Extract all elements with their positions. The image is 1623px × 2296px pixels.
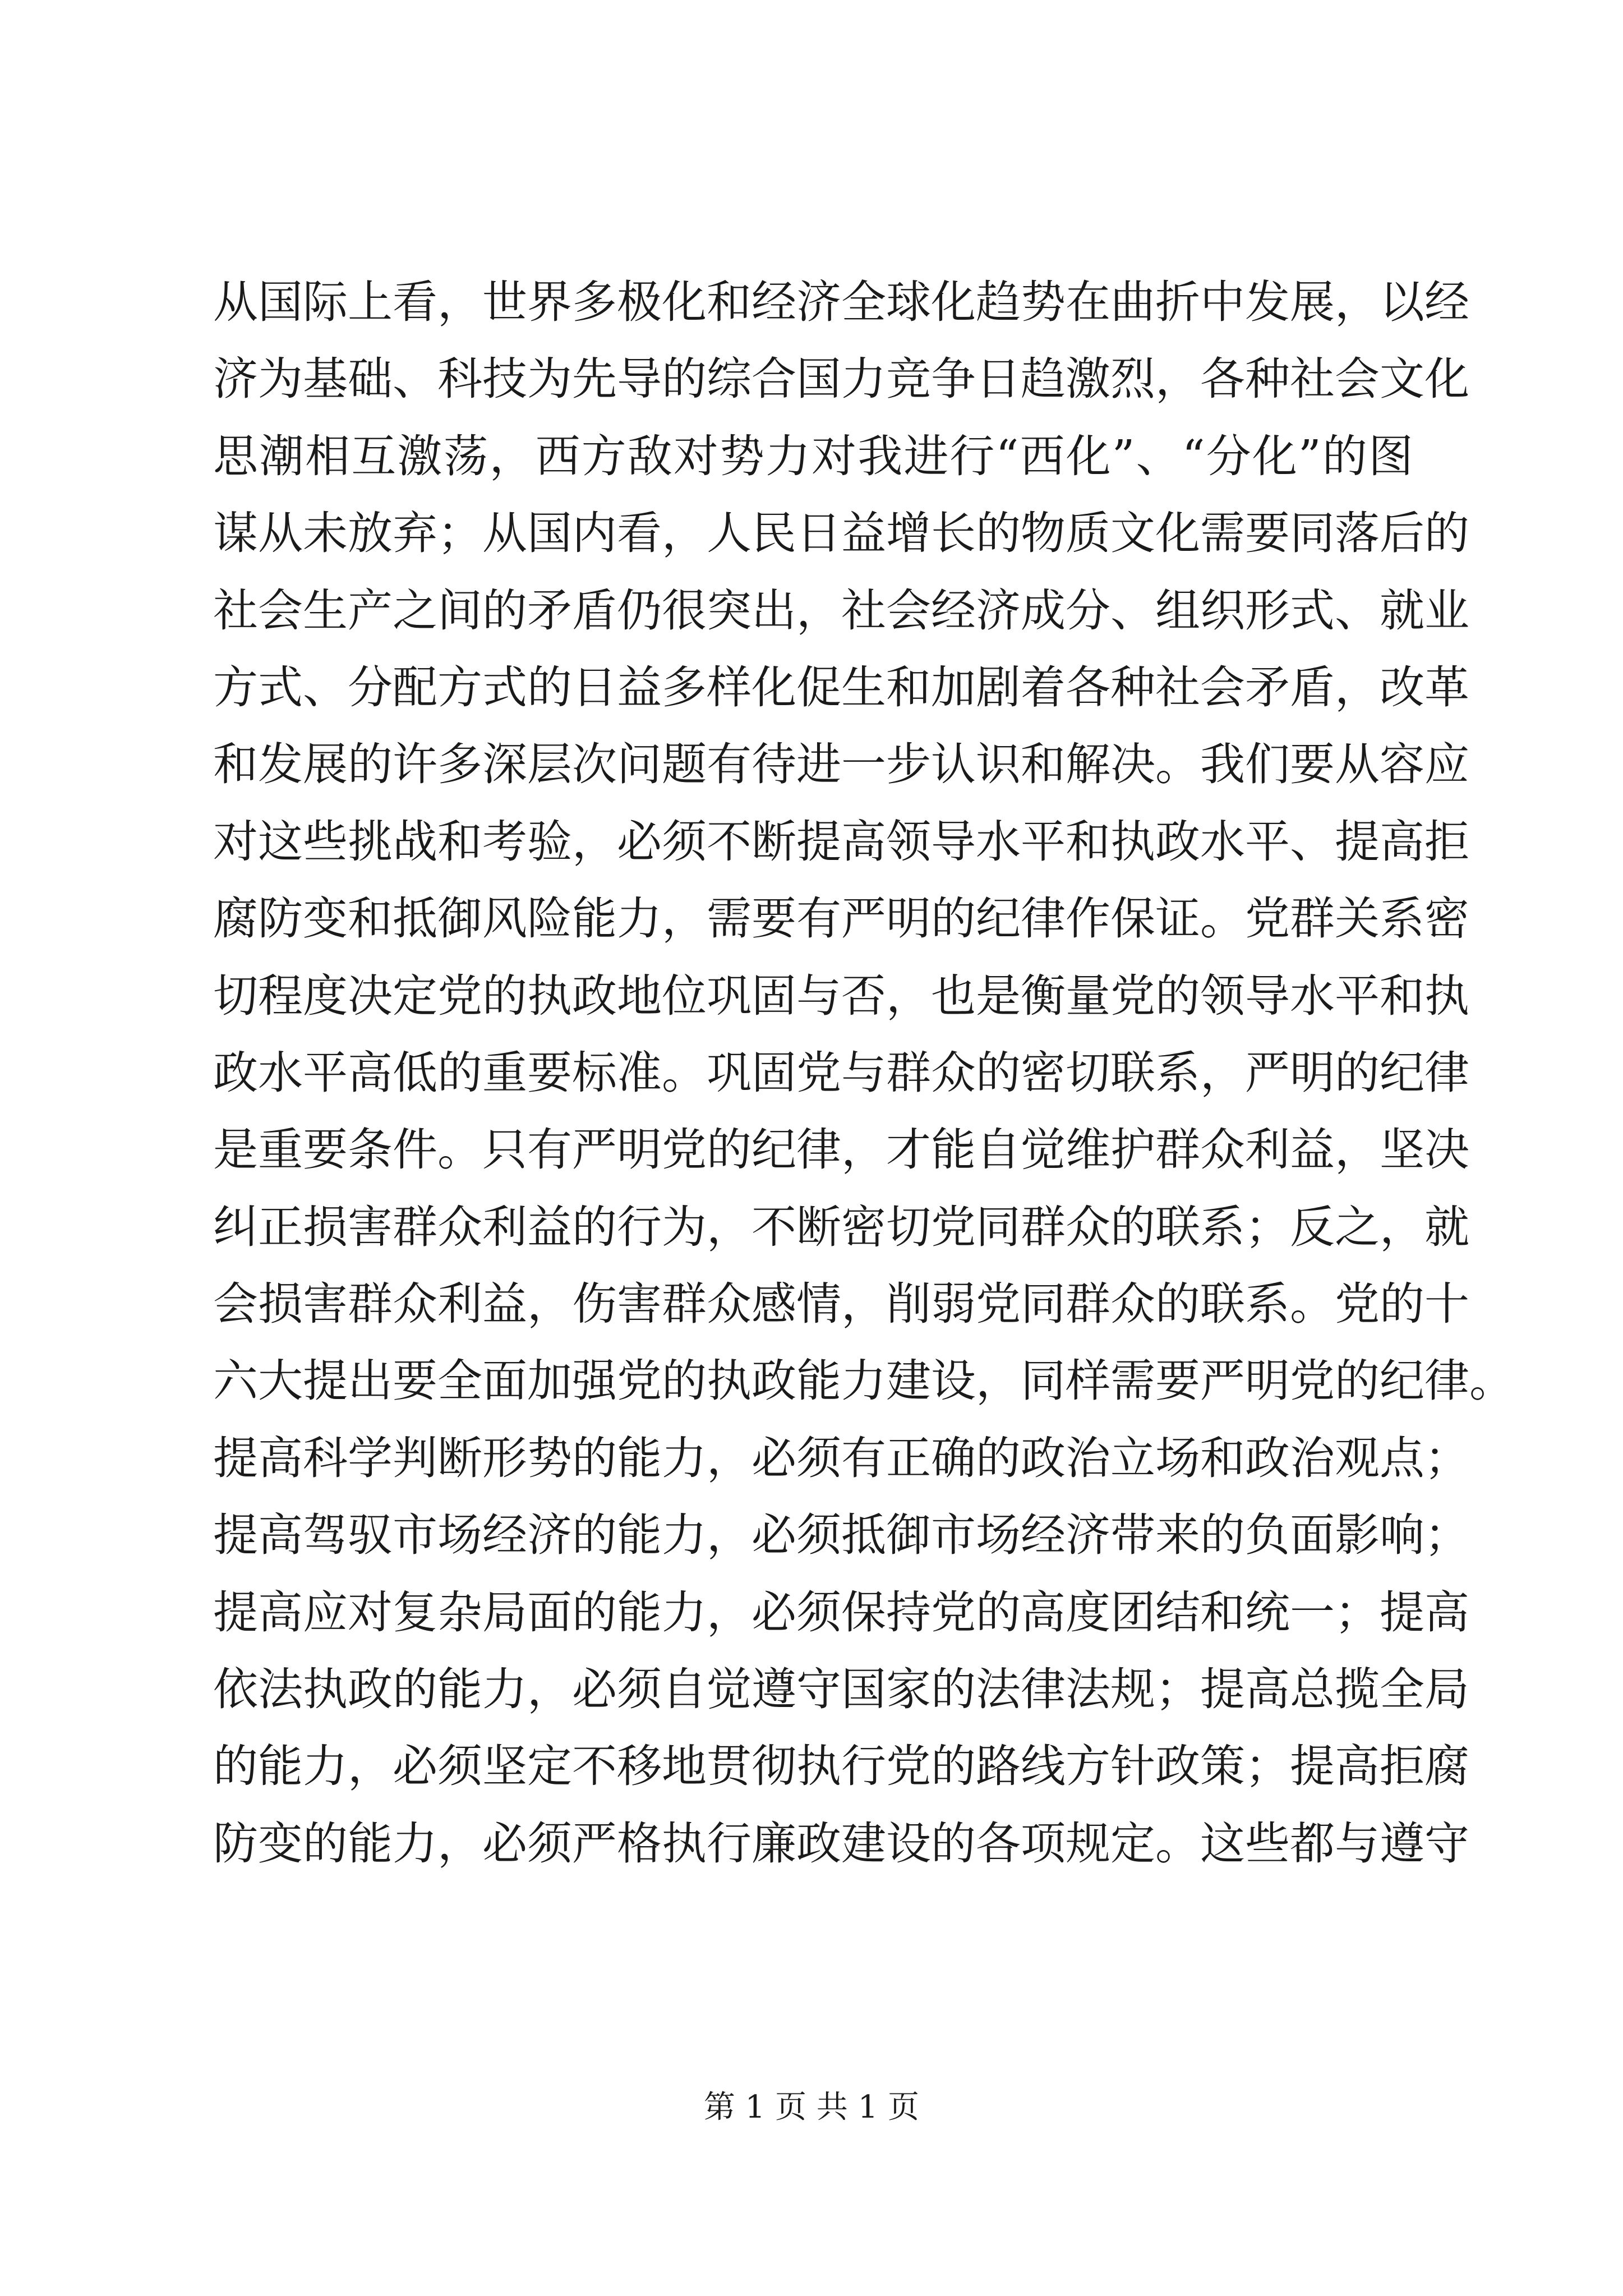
text-line: 思潮相互激荡，西方敌对势力对我进行“西化”、“分化”的图 — [213, 430, 1413, 482]
text-line: 谋从未放弃；从国内看，人民日益增长的物质文化需要同落后的 — [213, 507, 1469, 560]
text-line: 提高应对复杂局面的能力，必须保持党的高度团结和统一；提高 — [213, 1586, 1469, 1639]
text-line: 切程度决定党的执政地位巩固与否，也是衡量党的领导水平和执 — [213, 969, 1469, 1022]
text-line: 济为基础、科技为先导的综合国力竞争日趋激烈，各种社会文化 — [213, 353, 1469, 406]
text-line: 提高驾驭市场经济的能力，必须抵御市场经济带来的负面影响； — [213, 1509, 1469, 1562]
text-line: 的能力，必须坚定不移地贯彻执行党的路线方针政策；提高拒腐 — [213, 1740, 1469, 1793]
text-line: 社会生产之间的矛盾仍很突出，社会经济成分、组织形式、就业 — [213, 584, 1469, 637]
text-line: 依法执政的能力，必须自觉遵守国家的法律法规；提高总揽全局 — [213, 1663, 1469, 1716]
text-line: 方式、分配方式的日益多样化促生和加剧着各种社会矛盾，改革 — [213, 661, 1469, 714]
text-line: 提高科学判断形势的能力，必须有正确的政治立场和政治观点； — [213, 1432, 1469, 1484]
text-line: 对这些挑战和考验，必须不断提高领导水平和执政水平、提高拒 — [213, 815, 1469, 868]
body-paragraph — [213, 264, 1514, 1882]
text-line: 防变的能力，必须严格执行廉政建设的各项规定。这些都与遵守 — [213, 1817, 1469, 1870]
text-line: 会损害群众利益，伤害群众感情，削弱党同群众的联系。党的十 — [213, 1278, 1469, 1331]
text-line: 腐防变和抵御风险能力，需要有严明的纪律作保证。党群关系密 — [213, 892, 1469, 945]
text-line: 政水平高低的重要标准。巩固党与群众的密切联系，严明的纪律 — [213, 1046, 1469, 1099]
text-line: 是重要条件。只有严明党的纪律，才能自觉维护群众利益，坚决 — [213, 1124, 1469, 1176]
page-number-footer: 第 1 页 共 1 页 — [703, 2089, 920, 2125]
text-line: 六大提出要全面加强党的执政能力建设，同样需要严明党的纪律。 — [213, 1355, 1514, 1407]
text-line: 和发展的许多深层次问题有待进一步认识和解决。我们要从容应 — [213, 738, 1469, 791]
text-line: 纠正损害群众利益的行为，不断密切党同群众的联系；反之，就 — [213, 1200, 1469, 1253]
text-line: 从国际上看，世界多极化和经济全球化趋势在曲折中发展，以经 — [213, 276, 1469, 328]
